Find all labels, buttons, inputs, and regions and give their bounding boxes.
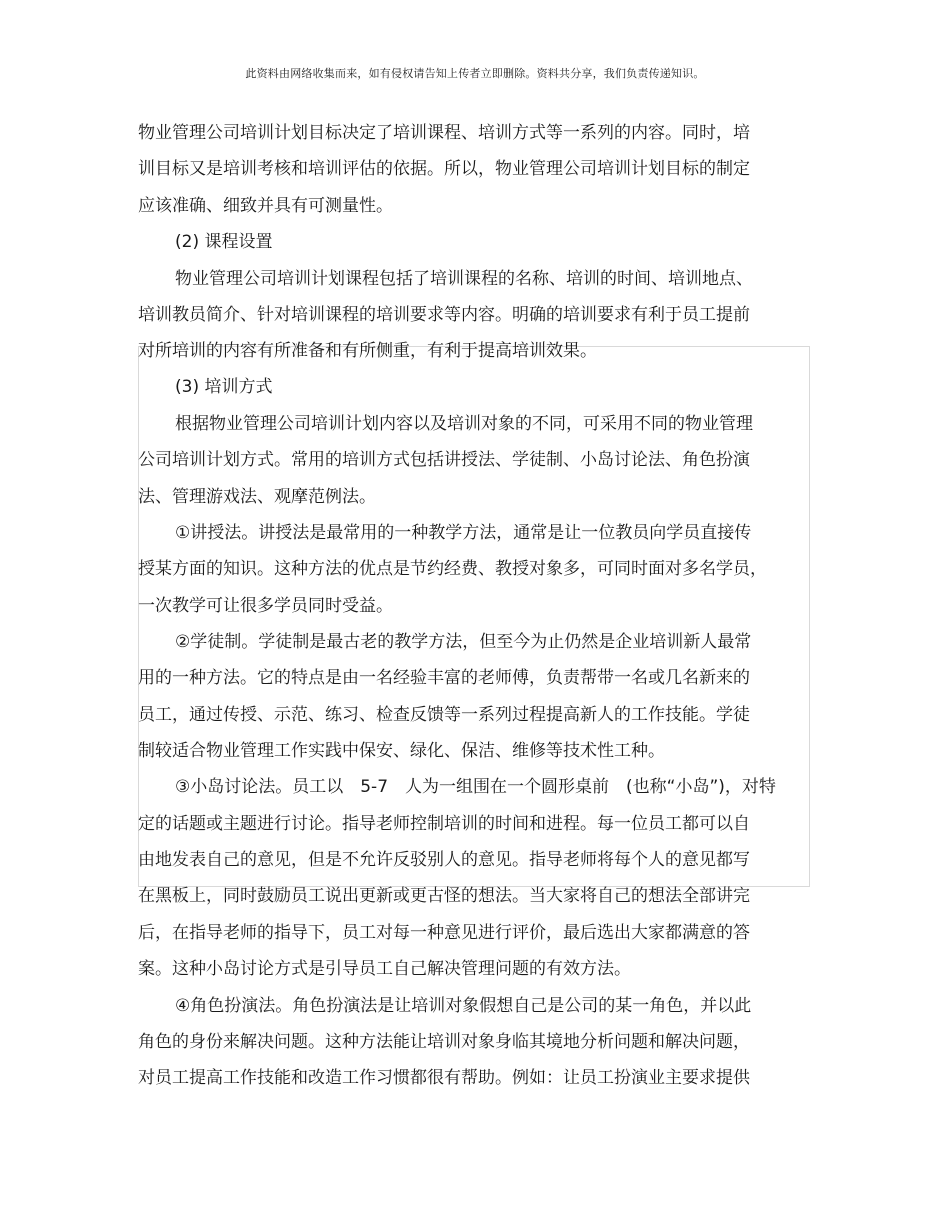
text-line: 培训教员简介、针对培训课程的培训要求等内容。明确的培训要求有利于员工提前 (138, 305, 750, 325)
disclaimer-header: 此资料由网络收集而来，如有侵权请告知上传者立即删除。资料共分享，我们负责传递知识。 (245, 67, 705, 80)
section-heading-training-method: (3) 培训方式 (175, 377, 273, 397)
text-line: ②学徒制。学徒制是最古老的教学方法，但至今为止仍然是企业培训新人最常 (175, 632, 752, 652)
text-line: 员工，通过传授、示范、练习、检查反馈等一系列过程提高新人的工作技能。学徒 (138, 705, 750, 725)
text-line: 应该准确、细致并具有可测量性。 (138, 196, 393, 216)
text-line: 授某方面的知识。这种方法的优点是节约经费、教授对象多，可同时面对多名学员， (138, 559, 767, 579)
text-line: 公司培训计划方式。常用的培训方式包括讲授法、学徒制、小岛讨论法、角色扮演 (138, 450, 750, 470)
text-line: 根据物业管理公司培训计划内容以及培训对象的不同，可采用不同的物业管理 (175, 414, 753, 434)
text-line: 训目标又是培训考核和培训评估的依据。所以，物业管理公司培训计划目标的制定 (138, 159, 750, 179)
text-line: 由地发表自己的意见，但是不允许反驳别人的意见。指导老师将每个人的意见都写 (138, 850, 750, 870)
text-line: 在黑板上，同时鼓励员工说出更新或更古怪的想法。当大家将自己的想法全部讲完 (138, 886, 750, 906)
text-line: 对所培训的内容有所准备和有所侧重，有利于提高培训效果。 (138, 341, 597, 361)
text-line: 用的一种方法。它的特点是由一名经验丰富的老师傅，负责帮带一名或几名新来的 (138, 668, 750, 688)
text-line: 法、管理游戏法、观摩范例法。 (138, 487, 376, 507)
text-line: ①讲授法。讲授法是最常用的一种教学方法，通常是让一位教员向学员直接传 (175, 523, 752, 543)
text-line: 物业管理公司培训计划课程包括了培训课程的名称、培训的时间、培训地点、 (175, 269, 753, 289)
text-line: ③小岛讨论法。员工以 5-7 人为一组围在一个圆形桌前 (也称“小岛”)，对特 (175, 777, 776, 797)
text-line: 一次教学可让很多学员同时受益。 (138, 596, 393, 616)
text-line: ④角色扮演法。角色扮演法是让培训对象假想自己是公司的某一角色，并以此 (175, 996, 752, 1016)
text-line: 对员工提高工作技能和改造工作习惯都很有帮助。例如：让员工扮演业主要求提供 (138, 1068, 750, 1088)
text-line: 案。这种小岛讨论方式是引导员工自己解决管理问题的有效方法。 (138, 959, 631, 979)
section-heading-course-setting: (2) 课程设置 (175, 232, 273, 252)
text-line: 制较适合物业管理工作实践中保安、绿化、保洁、维修等技术性工种。 (138, 741, 665, 761)
text-line: 角色的身份来解决问题。这种方法能让培训对象身临其境地分析问题和解决问题， (138, 1032, 750, 1052)
text-line: 定的话题或主题进行讨论。指导老师控制培训的时间和进程。每一位员工都可以自 (138, 814, 750, 834)
text-line: 物业管理公司培训计划目标决定了培训课程、培训方式等一系列的内容。同时，培 (138, 123, 750, 143)
text-line: 后，在指导老师的指导下，员工对每一种意见进行评价，最后选出大家都满意的答 (138, 923, 750, 943)
